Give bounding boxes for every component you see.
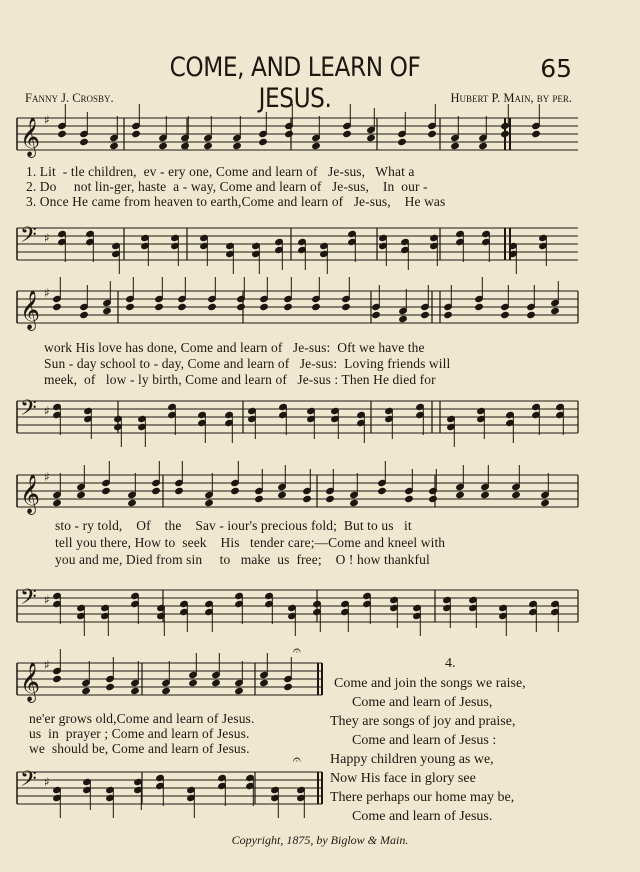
note-head: [342, 303, 351, 310]
sharp-icon: ♯: [44, 113, 50, 127]
treble-clef-icon: 𝄞: [20, 662, 41, 702]
note-head: [181, 142, 190, 149]
lyric-line: us in prayer ; Come and learn of Jesus.: [29, 726, 250, 741]
note-head: [303, 495, 312, 502]
note-head: [284, 303, 293, 310]
note-head: [80, 311, 89, 318]
note-head: [106, 683, 115, 690]
note-head: [233, 142, 242, 149]
note-head: [350, 499, 359, 506]
note-head: [80, 138, 89, 145]
note-head: [82, 687, 91, 694]
note-head: [212, 679, 221, 686]
note-head: [421, 311, 430, 318]
note-head: [131, 687, 140, 694]
bass-clef-icon: 𝄢: [20, 396, 37, 426]
verse-number: 4.: [445, 656, 456, 671]
note-head: [541, 499, 550, 506]
fermata-icon: 𝄐: [293, 752, 301, 768]
note-head: [343, 130, 352, 137]
verse-line: Come and learn of Jesus :: [352, 733, 497, 748]
treble-clef-icon: 𝄞: [20, 290, 41, 330]
note-head: [178, 303, 187, 310]
note-head: [501, 130, 510, 137]
verse-line: Come and learn of Jesus,: [352, 695, 493, 710]
note-head: [255, 495, 264, 502]
note-head: [260, 303, 269, 310]
verse-line: They are songs of joy and praise,: [330, 714, 516, 729]
note-head: [103, 307, 112, 314]
sharp-icon: ♯: [44, 470, 50, 484]
verse-line: Now His face in glory see: [330, 771, 476, 786]
note-head: [159, 142, 168, 149]
note-head: [53, 499, 62, 506]
note-head: [204, 142, 213, 149]
lyric-line: we should be, Come and learn of Jesus.: [29, 741, 250, 756]
lyric-line: you and me, Died from sin to make us free; O ! how thankful: [55, 552, 430, 567]
note-head: [398, 138, 407, 145]
sharp-icon: ♯: [44, 404, 50, 418]
note-head: [378, 487, 387, 494]
note-head: [205, 499, 214, 506]
sharp-icon: ♯: [44, 231, 50, 245]
sharp-icon: ♯: [44, 593, 50, 607]
sharp-icon: ♯: [44, 286, 50, 300]
note-head: [132, 130, 141, 137]
lyric-line: Sun - day school to - day, Come and learn of Je-sus: Loving friends will: [44, 356, 451, 371]
note-head: [312, 303, 321, 310]
note-head: [527, 311, 536, 318]
note-head: [367, 134, 376, 141]
sharp-icon: ♯: [44, 658, 50, 672]
note-head: [102, 487, 111, 494]
bass-clef-icon: 𝄢: [20, 223, 37, 253]
note-head: [326, 495, 335, 502]
note-head: [399, 315, 408, 322]
verse-line: Come and join the songs we raise,: [334, 676, 526, 691]
note-head: [479, 142, 488, 149]
note-head: [551, 307, 560, 314]
note-head: [312, 142, 321, 149]
note-head: [405, 495, 414, 502]
note-head: [77, 491, 86, 498]
note-head: [189, 679, 198, 686]
note-head: [259, 138, 268, 145]
note-head: [512, 491, 521, 498]
lyric-line: tell you there, How to seek His tender care;—Come and kneel with: [55, 535, 446, 550]
composer-credit: Hubert P. Main, by per.: [450, 91, 572, 105]
note-head: [237, 303, 246, 310]
lyric-line: 3. Once He came from heaven to earth,Come and learn of Je-sus, He was: [26, 194, 446, 209]
note-head: [110, 142, 119, 149]
lyric-line: 1. Lit - tle children, ev - ery one, Come and learn of Je-sus, What a: [26, 164, 415, 179]
note-head: [155, 303, 164, 310]
hymn-title: COME, AND LEARN OF JESUS.: [169, 52, 421, 114]
lyric-line: 2. Do not lin-ger, haste a - way, Come and learn of Je-sus, In our -: [26, 179, 428, 194]
page-number: 65: [540, 54, 572, 83]
lyric-line: meek, of low - ly birth, Come and learn of Je-sus : Then He died for: [44, 372, 436, 387]
note-head: [428, 130, 437, 137]
note-head: [501, 311, 510, 318]
note-head: [372, 311, 381, 318]
note-head: [481, 491, 490, 498]
fermata-icon: 𝄐: [293, 643, 301, 659]
verse-line: Come and learn of Jesus.: [352, 809, 493, 824]
note-head: [451, 142, 460, 149]
note-head: [152, 487, 161, 494]
note-head: [260, 679, 269, 686]
note-head: [235, 687, 244, 694]
note-head: [126, 303, 135, 310]
lyric-line: sto - ry told, Of the Sav - iour's precious fold; But to us it: [55, 518, 412, 533]
bass-clef-icon: 𝄢: [20, 767, 37, 797]
lyric-line: ne'er grows old,Come and learn of Jesus.: [29, 711, 255, 726]
note-head: [162, 687, 171, 694]
treble-clef-icon: 𝄞: [20, 474, 41, 514]
note-head: [128, 499, 137, 506]
lyric-line: work His love has done, Come and learn of Je-sus: Oft we have the: [44, 340, 425, 355]
note-head: [208, 303, 217, 310]
lyricist-credit: Fanny J. Crosby.: [25, 91, 114, 105]
note-head: [231, 487, 240, 494]
note-head: [444, 311, 453, 318]
note-head: [456, 491, 465, 498]
note-head: [53, 675, 62, 682]
sharp-icon: ♯: [44, 775, 50, 789]
treble-clef-icon: 𝄞: [20, 117, 41, 157]
bass-clef-icon: 𝄢: [20, 585, 37, 615]
note-head: [58, 130, 67, 137]
note-head: [284, 683, 293, 690]
note-head: [53, 303, 62, 310]
note-head: [429, 495, 438, 502]
note-head: [175, 487, 184, 494]
verse-line: Happy children young as we,: [330, 752, 494, 767]
note-head: [475, 303, 484, 310]
note-head: [285, 130, 294, 137]
note-head: [532, 130, 541, 137]
verse-line: There perhaps our home may be,: [330, 790, 515, 805]
note-head: [278, 491, 287, 498]
copyright-notice: Copyright, 1875, by Biglow & Main.: [231, 833, 409, 847]
